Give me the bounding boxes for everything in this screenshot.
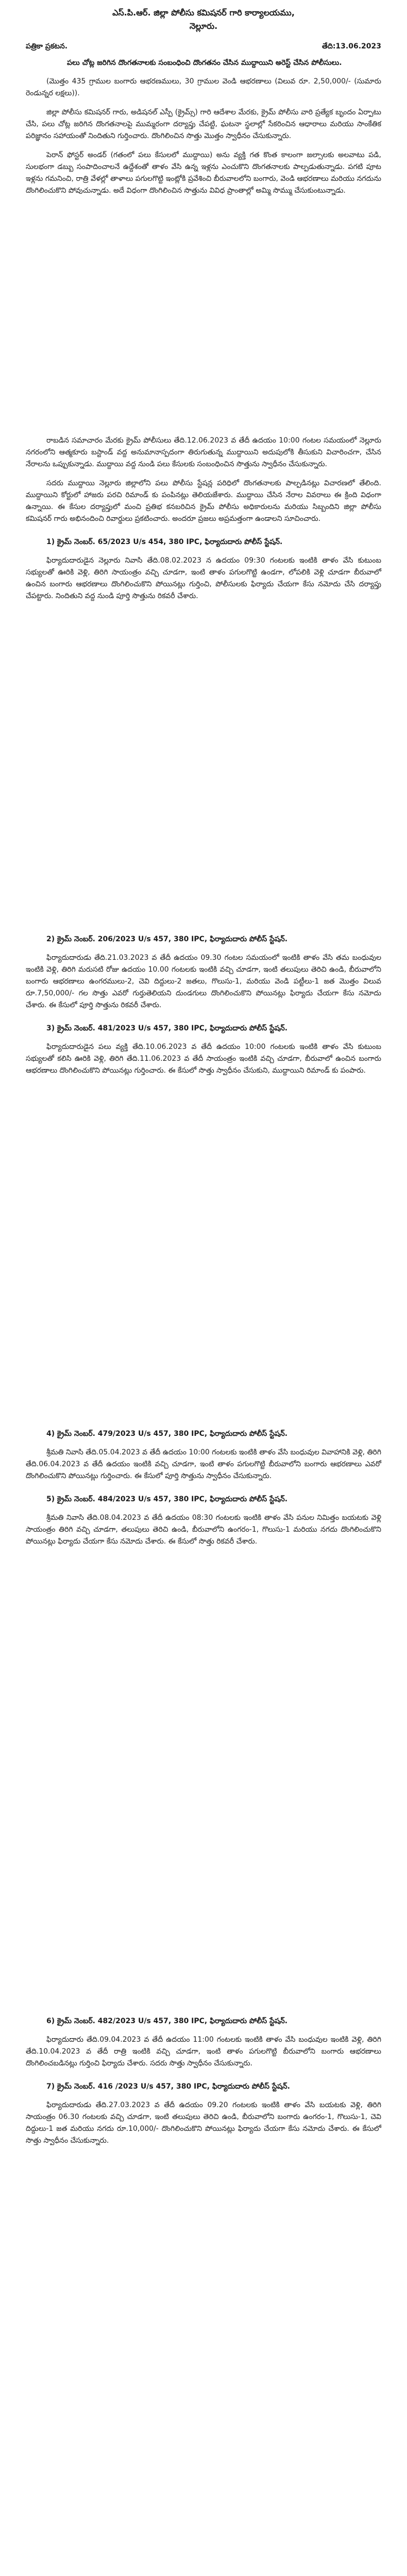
release-date: తేది:13.06.2023 (322, 42, 381, 50)
case-heading-1: 1) క్రైమ్ నెంబర్. 65/2023 U/s 454, 380 IPC, ఫిర్యాదుదారు పోలీస్ స్టేషన్. (46, 538, 283, 546)
paragraph-accused-method: పెరాన్ ఫోస్టర్ అండర్ (గతంలో పలు కేసులలో ముద్దాయి) అను వ్యక్తి గత కొంత కాలంగా జల్సాలకు అలవాటు పడి, సులభంగా డబ్బు సంపాదించాలనే ఉద్దేశంతో తాళం వేసి ఉన్న ఇళ్లను ఎంచుకొని దొంగతనాలకు పాల్పడుతున్నాడు. పగటి పూట ఇళ్లను గమనించి, రాత్రి వేళల్లో తాళాలు పగులగొట్టి ఇంట్లోకి ప్రవేశించి బీరువాలలోని బంగారు, వెండి ఆభరణాలు మరియు నగదును దొంగిలించుకొని పోవుచున్నాడు. అదే విధంగా దొంగిలించిన సొత్తును వివిధ ప్రాంతాల్లో అమ్మి సొమ్ము చేసుకుంటున్నాడు. (26, 151, 381, 195)
office-title-line1: ఎస్.పి.ఆర్. జిల్లా పోలీసు కమిషనర్ గారి కార్యాలయము, (112, 8, 295, 18)
paragraph-summary: సదరు ముద్దాయి నెల్లూరు జిల్లాలోని పలు పోలీసు స్టేషన్ల పరిధిలో దొంగతనాలకు పాల్పడినట్లు విచారణలో తేలింది. ముద్దాయిని కోర్టులో హాజరు పరచి రిమాండ్ కు పంపినట్లు తెలియజేశారు. ముద్దాయి చేసిన నేరాల వివరాలు ఈ క్రింది విధంగా ఉన్నాయి. ఈ కేసుల దర్యాప్తులో మంచి ప్రతిభ కనబరిచిన క్రైమ్ పోలీసు అధికారులను మరియు సిబ్బందిని జిల్లా పోలీసు కమిషనర్ గారు అభినందించి రివార్డులు ప్రకటించారు. అందరూ ప్రజలు అప్రమత్తంగా ఉండాలని సూచించారు. (26, 479, 381, 523)
office-title (26, 6, 381, 33)
office-title-line2: నెల్లూరు. (189, 21, 218, 31)
case-body-2: ఫిర్యాదుదారుడు తేది.21.03.2023 వ తేదీ ఉదయం 09.30 గంటల సమయంలో ఇంటికి తాళం వేసి తమ బంధువుల ఇంటికి వెళ్లి, తిరిగి మరుసటి రోజు ఉదయం 10.00 గంటలకు ఇంటికి వచ్చి చూడగా, ఇంటి తలుపులు తెరిచి ఉండి, బీరువాలోని బంగారు ఆభరణాలు ఉంగరములు-2, చెవి దిద్దులు-2 జతలు, గొలుసు-1, మరియు వెండి పట్టీలు-1 జత మొత్తం విలువ రూ.7,50,000/- గల సొత్తు ఎవరో గుర్తుతెలియని దుండగులు దొంగిలించుకొని పోయినట్లు ఫిర్యాదు చేయగా కేసు నమోదు చేశారు. ఈ కేసులో పూర్తి సొత్తును రికవరీ చేశారు. (26, 954, 381, 1009)
case-heading-6: 6) క్రైమ్ నెంబర్. 482/2023 U/s 457, 380 IPC, ఫిర్యాదుదారు పోలీస్ స్టేషన్. (46, 2017, 288, 2025)
case-body-1: ఫిర్యాదుదారుడైన నెల్లూరు నివాసి తేది.08.02.2023 న ఉదయం 09:30 గంటలకు ఇంటికి తాళం వేసి కుటుంబ సభ్యులతో ఊరికి వెళ్లి, తిరిగి సాయంత్రం వచ్చి చూడగా, ఇంటి తాళం పగులగొట్టి ఉండగా, లోపలికి వెళ్లి చూడగా బీరువాలో ఉంచిన బంగారు ఆభరణాలు దొంగిలించుకొని పోయినట్లు గుర్తించి, పోలీసులకు ఫిర్యాదు చేయగా కేసు నమోదు చేసి దర్యాప్తు చేపట్టారు. నిందితుని వద్ద నుండి పూర్తి సొత్తును రికవరీ చేశారు. (26, 556, 381, 600)
case-body-6: ఫిర్యాదుదారు తేది.09.04.2023 వ తేదీ ఉదయం 11:00 గంటలకు ఇంటికి తాళం వేసి బంధువుల ఇంటికి వెళ్లి, తిరిగి తేది.10.04.2023 వ తేదీ రాత్రి ఇంటికి వచ్చి చూడగా, ఇంటి తాళం పగులగొట్టి బీరువాలోని బంగారు ఆభరణాలు దొంగిలించబడినట్లు గుర్తించి ఫిర్యాదు చేశారు. సదరు సొత్తు స్వాధీనం చేసుకున్నారు. (26, 2036, 381, 2067)
memo-meta (26, 42, 381, 52)
paragraph-investigation: జిల్లా పోలీసు కమిషనర్ గారు, అడిషనల్ ఎస్పీ (క్రైమ్స్) గారి ఆదేశాల మేరకు, క్రైమ్ పోలీసు వారి ప్రత్యేక బృందం ఏర్పాటు చేసి, పలు చోట్ల జరిగిన దొంగతనాలపై ముమ్మరంగా దర్యాప్తు చేపట్టి, ఘటనా స్థలాల్లో సేకరించిన ఆధారాలు మరియు సాంకేతిక పరిజ్ఞానం సహాయంతో నిందితుని గుర్తించారు. దొంగిలించిన సొత్తు మొత్తం స్వాధీనం చేసుకున్నారు. (26, 108, 381, 140)
case-body-3: ఫిర్యాదుదారుడైన పలు వ్యక్తి తేది.10.06.2023 వ తేదీ ఉదయం 10:00 గంటలకు ఇంటికి తాళం వేసి కుటుంబ సభ్యులతో కలిసి ఊరికి వెళ్లి, తిరిగి తేది.11.06.2023 వ తేదీ సాయంత్రం ఇంటికి వచ్చి చూడగా, బీరువాలో ఉంచిన బంగారు ఆభరణాలు దొంగిలించుకొని పోయినట్లు గుర్తించారు. ఈ కేసులో సొత్తు స్వాధీనం చేసుకుని, ముద్దాయిని రిమాండ్ కు పంపారు. (26, 1043, 381, 1075)
page-4 (0, 1417, 407, 1973)
case-heading-4: 4) క్రైమ్ నెంబర్. 479/2023 U/s 457, 380 IPC, ఫిర్యాదుదారు పోలీస్ స్టేషన్. (46, 1430, 288, 1438)
case-body-4: శ్రీమతి నివాసి తేది.05.04.2023 వ తేదీ ఉదయం 10:00 గంటలకు ఇంటికి తాళం వేసి బంధువుల వివాహానికి వెళ్లి, తిరిగి తేది.06.04.2023 వ తేదీ ఉదయం ఇంటికి వచ్చి చూడగా, ఇంటి తాళం పగులగొట్టి బీరువాలోని బంగారు ఆభరణాలు ఎవరో దొంగిలించుకొని పోయినట్లు గుర్తించారు. ఈ కేసులో పూర్తి సొత్తును స్వాధీనం చేసుకున్నారు. (26, 1448, 381, 1480)
subject-line: పలు చోట్ల జరిగిన దొంగతనాలకు సంబంధించి దొంగతనం చేసిన ముద్దాయిని అరెస్ట్ చేసిన పోలీసులు. (67, 59, 342, 67)
page-2 (0, 428, 407, 891)
case-body-7: ఫిర్యాదుదారుడు తేది.27.03.2023 వ తేదీ ఉదయం 09.20 గంటలకు ఇంటికి తాళం వేసి బయటకు వెళ్లి, తిరిగి సాయంత్రం 06.30 గంటలకు వచ్చి చూడగా, ఇంటి తలుపులు తెరిచి ఉండి, బీరువాలోని బంగారు ఉంగరం-1, గొలుసు-1, చెవి దిద్దులు-1 జత మరియు నగదు రూ.10,000/- దొంగిలించుకొని పోయినట్లు ఫిర్యాదు చేయగా కేసు నమోదు చేశారు. ఈ కేసులో సొత్తు స్వాధీనం చేసుకున్నారు. (26, 2101, 381, 2145)
case-heading-3: 3) క్రైమ్ నెంబర్. 481/2023 U/s 457, 380 IPC, ఫిర్యాదుదారు పోలీస్ స్టేషన్. (46, 1024, 288, 1032)
case-heading-5: 5) క్రైమ్ నెంబర్. 484/2023 U/s 457, 380 IPC, ఫిర్యాదుదారు పోలీస్ స్టేషన్. (46, 1495, 288, 1503)
page-1 (0, 3, 407, 395)
case-heading-2: 2) క్రైమ్ నెంబర్. 206/2023 U/s 457, 380 IPC, ఫిర్యాదుదారు పోలీస్ స్టేషన్. (46, 935, 288, 943)
case-heading-7: 7) క్రైమ్ నెంబర్. 416 /2023 U/s 457, 380 IPC, ఫిర్యాదుదారు పోలీస్ స్టేషన్. (46, 2082, 290, 2091)
press-release-label: పత్రికా ప్రకటన. (26, 42, 68, 50)
paragraph-arrest: రాబడిన సమాచారం మేరకు క్రైమ్ పోలీసులు తేది.12.06.2023 వ తేదీ ఉదయం 10:00 గంటల సమయంలో నెల్లూరు నగరంలోని ఆత్మకూరు బస్టాండ్ వద్ద అనుమానాస్పదంగా తిరుగుతున్న ముద్దాయిని అదుపులోకి తీసుకుని విచారించగా, చేసిన నేరాలను ఒప్పుకున్నాడు. ముద్దాయి వద్ద నుండి పలు కేసులకు సంబంధించిన సొత్తును స్వాధీనం చేసుకున్నారు. (26, 436, 381, 468)
case-body-5: శ్రీమతి నివాసి తేది.08.04.2023 వ తేదీ ఉదయం 08:30 గంటలకు ఇంటికి తాళం వేసి పనుల నిమిత్తం బయటకు వెళ్లి సాయంత్రం తిరిగి వచ్చి చూడగా, తలుపులు తెరిచి ఉండి, బీరువాలోని ఉంగరం-1, గొలుసు-1 మరియు నగదు దొంగిలించుకొని పోయినట్లు ఫిర్యాదు చేయగా కేసు నమోదు చేశారు. ఈ కేసులో సొత్తు రికవరీ చేశారు. (26, 1514, 381, 1546)
page-5 (0, 2004, 407, 2576)
paragraph-seized-property: (మొత్తం 435 గ్రాముల బంగారు ఆభరణములు, 30 గ్రాముల వెండి ఆభరణాలు (విలువ రూ. 2,50,000/- (సుమారు రెండున్నర లక్షలు)). (26, 77, 381, 97)
page-3 (0, 922, 407, 1386)
